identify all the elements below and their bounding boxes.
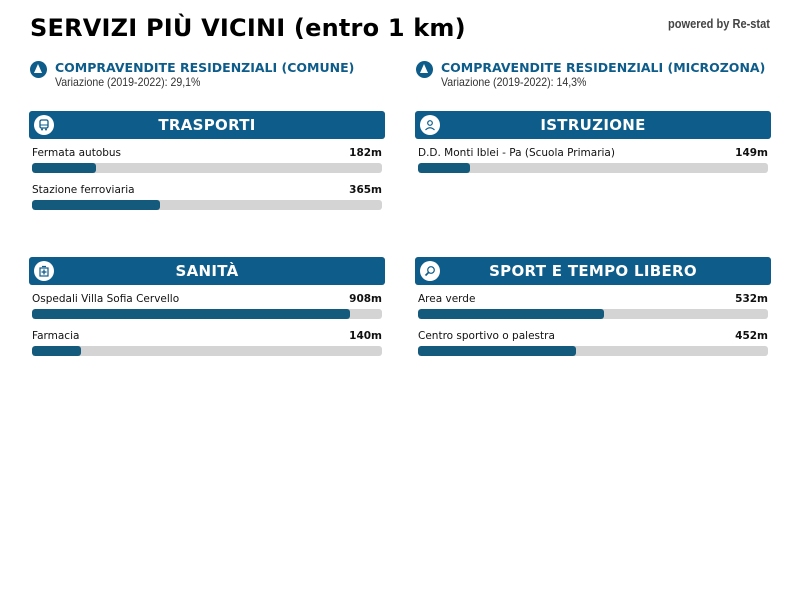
section-istruzione [415, 111, 771, 177]
item-name: Area verde [418, 293, 476, 305]
distance-bar [418, 346, 768, 356]
item-name: Centro sportivo o palestra [418, 330, 555, 342]
section-title: ISTRUZIONE [540, 116, 646, 134]
item-distance: 532m [735, 293, 768, 305]
item-distance: 365m [349, 184, 382, 196]
section-sanita [29, 257, 385, 360]
section-header [415, 111, 771, 139]
distance-bar-fill [32, 163, 96, 173]
list-item [418, 329, 768, 360]
section-title: TRASPORTI [158, 116, 256, 134]
hospital-icon [34, 261, 54, 281]
item-name: D.D. Monti Iblei - Pa (Scuola Primaria) [418, 147, 615, 159]
distance-bar [32, 309, 382, 319]
item-distance: 452m [735, 330, 768, 342]
item-distance: 140m [349, 330, 382, 342]
distance-bar [418, 163, 768, 173]
distance-bar-fill [418, 309, 604, 319]
powered-by-label: powered by Re-stat [668, 16, 770, 31]
kpi-title: COMPRAVENDITE RESIDENZIALI (COMUNE) [55, 60, 355, 75]
list-item [418, 146, 768, 177]
list-item [32, 183, 382, 214]
section-title: SPORT E TEMPO LIBERO [489, 262, 697, 280]
page-title: SERVIZI PIÙ VICINI (entro 1 km) [30, 14, 466, 42]
distance-bar [32, 346, 382, 356]
distance-bar-fill [32, 346, 81, 356]
section-sport [415, 257, 771, 360]
kpi-subtitle: Variazione (2019-2022): 14,3% [441, 75, 587, 89]
item-distance: 149m [735, 147, 768, 159]
item-name: Fermata autobus [32, 147, 122, 159]
distance-bar-fill [418, 163, 470, 173]
list-item [32, 146, 382, 177]
section-header [29, 111, 385, 139]
triangle-up-icon [30, 61, 47, 78]
item-distance: 182m [349, 147, 382, 159]
distance-bar [418, 309, 768, 319]
distance-bar [32, 200, 382, 210]
list-item [32, 292, 382, 323]
distance-bar [32, 163, 382, 173]
section-header [29, 257, 385, 285]
sport-icon [420, 261, 440, 281]
kpi-comune [30, 60, 354, 89]
triangle-up-icon [416, 61, 433, 78]
distance-bar-fill [418, 346, 576, 356]
distance-bar-fill [32, 309, 350, 319]
kpi-subtitle: Variazione (2019-2022): 29,1% [55, 75, 201, 89]
list-item [418, 292, 768, 323]
distance-bar-fill [32, 200, 160, 210]
school-icon [420, 115, 440, 135]
item-name: Stazione ferroviaria [32, 184, 135, 196]
kpi-title: COMPRAVENDITE RESIDENZIALI (MICROZONA) [441, 60, 766, 75]
item-name: Farmacia [32, 330, 80, 342]
item-name: Ospedali Villa Sofia Cervello [32, 293, 180, 305]
bus-icon [34, 115, 54, 135]
section-header [415, 257, 771, 285]
kpi-microzona [416, 60, 765, 89]
list-item [32, 329, 382, 360]
item-distance: 908m [349, 293, 382, 305]
section-trasporti [29, 111, 385, 214]
section-title: SANITÀ [175, 262, 239, 280]
